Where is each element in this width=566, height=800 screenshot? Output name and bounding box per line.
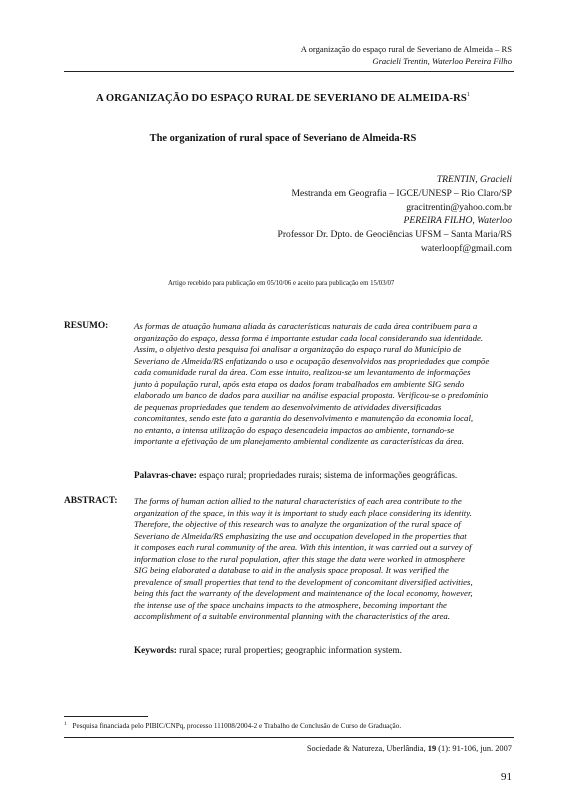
page-number: 91 xyxy=(501,771,512,783)
abstract-text xyxy=(134,496,514,623)
author-2-email: waterloopf@gmail.com xyxy=(420,243,512,254)
abstract-line: information close to the rural population, after this stage the data were worked in atmosphere xyxy=(134,553,465,564)
resumo-line: Assim, o objetivo desta pesquisa foi analisar a organização do espaço rural do Município de xyxy=(134,344,462,355)
resumo-label: RESUMO: xyxy=(64,321,109,331)
abstract-line: it composes each rural community of the area. With this intention, it was carried out a survey of xyxy=(134,542,472,553)
author-1-name: TRENTIN, Gracieli xyxy=(436,174,512,185)
resumo-line: cada comunidade rural da área. Com esse intuito, realizou-se um levantamento de informações xyxy=(134,367,471,378)
resumo-line: de pequenas propriedades que tendem ao desenvolvimento de atividades diversificadas xyxy=(134,401,442,412)
resumo-line: As formas de atuação humana aliada às características naturais de cada área contribuem para a xyxy=(134,321,478,331)
journal-issue-pages: (1): 91-106, jun. 2007 xyxy=(436,744,512,753)
resumo-keywords xyxy=(134,470,514,480)
keywords-text: rural space; rural properties; geographic information system. xyxy=(176,645,402,655)
resumo-line: elaborado um banco de dados para auxiliar na análise espacial proposta. Verificou-se o predomínio xyxy=(134,390,489,401)
abstract-line: being this fact the warranty of the development and maintenance of the local economy, however, xyxy=(134,588,473,599)
title-footnote-mark: 1 xyxy=(466,92,471,98)
abstract-line: SIG being elaborated a database to aid in the analysis space proposal. It was verified the xyxy=(134,565,449,576)
received-note: Artigo recebido para publicação em 05/10/06 e aceito para publicação em 15/03/07 xyxy=(168,280,395,287)
resumo-line: junto à população rural, após esta etapa os dados foram trabalhados em ambiente SIG sendo xyxy=(134,378,465,389)
abstract-line: The forms of human action allied to the natural characteristics of each area contribute to the xyxy=(134,496,462,506)
running-header-authors: Gracieli Trentin, Waterloo Pereira Filho xyxy=(372,56,512,66)
abstract-keywords xyxy=(134,645,514,655)
abstract-label: ABSTRACT: xyxy=(64,496,118,506)
abstract-line: Therefore, the objective of this research was to analyze the organization of the rural space of xyxy=(134,519,461,530)
header-rule xyxy=(64,71,514,72)
resumo-line: organização do espaço, dessa forma é importante estudar cada local considerando sua identidade. xyxy=(134,332,484,343)
abstract-line: prevalence of small properties that tend to the development of concomitant diversified activities, xyxy=(134,576,473,587)
footnote-text: Pesquisa financiada pelo PIBIC/CNPq, processo 111008/2004-2 e Trabalho de Conclusão de Curso de Graduação. xyxy=(72,722,402,730)
footer-rule xyxy=(64,737,514,738)
palavras-chave-text: espaço rural; propriedades rurais; sistema de informações geográficas. xyxy=(196,470,458,480)
palavras-chave-label: Palavras-chave: xyxy=(134,470,197,480)
journal-name: Sociedade & Natureza, Uberlândia, xyxy=(306,744,428,753)
running-header-title: A organização do espaço rural de Severiano de Almeida – RS xyxy=(300,44,512,54)
keywords-label: Keywords: xyxy=(134,645,177,655)
author-1-email: gracitrentin@yahoo.com.br xyxy=(406,202,512,213)
journal-volume: 19 xyxy=(427,744,437,753)
author-2-name: PEREIRA FILHO, Waterloo xyxy=(403,215,512,226)
resumo-line: importante a efetivação de um planejamento ambiental condizente as características da área. xyxy=(134,436,464,447)
abstract-line: Severiano de Almeida/RS emphasizing the use and occupation developed in the properties that xyxy=(134,530,467,541)
article-title-text: A ORGANIZAÇÃO DO ESPAÇO RURAL DE SEVERIANO DE ALMEIDA-RS xyxy=(95,93,467,104)
author-1-affiliation: Mestranda em Geografia – IGCE/UNESP – Rio Claro/SP xyxy=(291,188,512,199)
article-subtitle: The organization of rural space of Severiano de Almeida-RS xyxy=(149,133,417,144)
resumo-text xyxy=(134,321,514,448)
abstract-line: accomplishment of a suitable environmental planning with the characteristics of the area. xyxy=(134,611,450,622)
footnote-mark: 1 xyxy=(64,722,67,727)
abstract-line: the intense use of the space unchains impacts to the atmosphere, becoming important the xyxy=(134,599,447,610)
resumo-line: concomitantes, sendo este fato a garantia do desenvolvimento e manutenção da economia local, xyxy=(134,413,474,424)
author-2-affiliation: Professor Dr. Dpto. de Geociências UFSM – Santa Maria/RS xyxy=(277,229,512,240)
abstract-line: organization of the space, in this way it is important to study each place considering its identity. xyxy=(134,507,472,518)
footnote-rule xyxy=(64,716,148,717)
resumo-line: Severiano de Almeida/RS enfatizando o uso e ocupação desenvolvidos nas propriedades que compõe xyxy=(134,355,490,366)
resumo-line: no entanto, a intensa utilização do espaço desencadeia impactos ao ambiente, tornando-se xyxy=(134,424,455,435)
article-title xyxy=(0,93,566,104)
journal-citation xyxy=(307,744,512,753)
footnote xyxy=(64,722,401,730)
